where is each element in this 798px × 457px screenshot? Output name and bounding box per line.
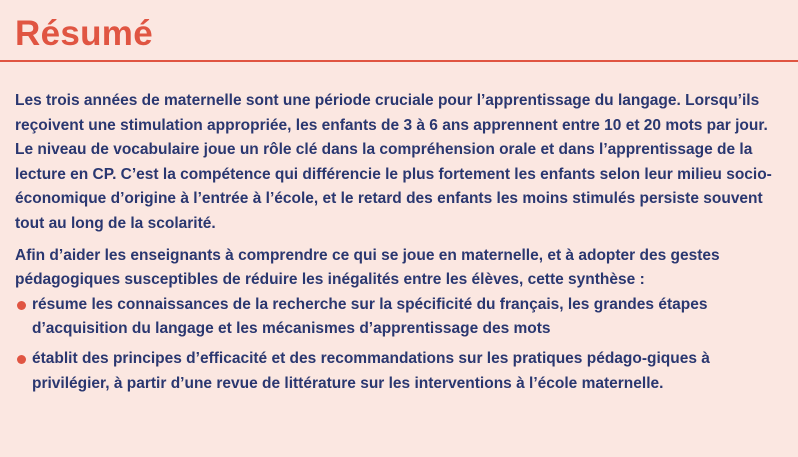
bullet-text: résume les connaissances de la recherche sur la spécificité du français, les grandes étapes d’acquisition du langage et les mécanismes d’apprentissage des mots (32, 295, 708, 338)
bullet-text: établit des principes d’efficacité et des recommandations sur les pratiques pédago-giques à privilégier, à partir d’une revue de littérature sur les interventions à l’école maternelle. (32, 349, 710, 392)
summary-body (15, 89, 787, 396)
list-item (15, 347, 787, 396)
title-divider (0, 60, 798, 62)
summary-paragraph-2: Afin d’aider les enseignants à comprendre ce qui se joue en maternelle, et à adopter des gestes pédagogiques susceptibles de réduire les inégalités entre les élèves, cette synthèse : (15, 246, 720, 289)
summary-bullet-list (15, 293, 787, 396)
summary-paragraph-1: Les trois années de maternelle sont une période cruciale pour l’apprentissage du langage. Lorsqu’ils reçoivent une stimulation appropriée, les enfants de 3 à 6 ans apprennent entre 10 et 20 mots par jour. Le niveau de vocabulaire joue un rôle clé dans la compréhension orale et dans l’apprentissage de la lecture en CP. C’est la compétence qui différencie le plus fortement les enfants selon leur milieu socio-économique d’origine à l’entrée à l’école, et le retard des enfants les moins stimulés persiste souvent tout au long de la scolarité. (15, 92, 772, 232)
page-title: Résumé (15, 14, 153, 53)
list-item (15, 293, 787, 342)
bullet-dot-icon (17, 355, 26, 364)
bullet-dot-icon (17, 301, 26, 310)
